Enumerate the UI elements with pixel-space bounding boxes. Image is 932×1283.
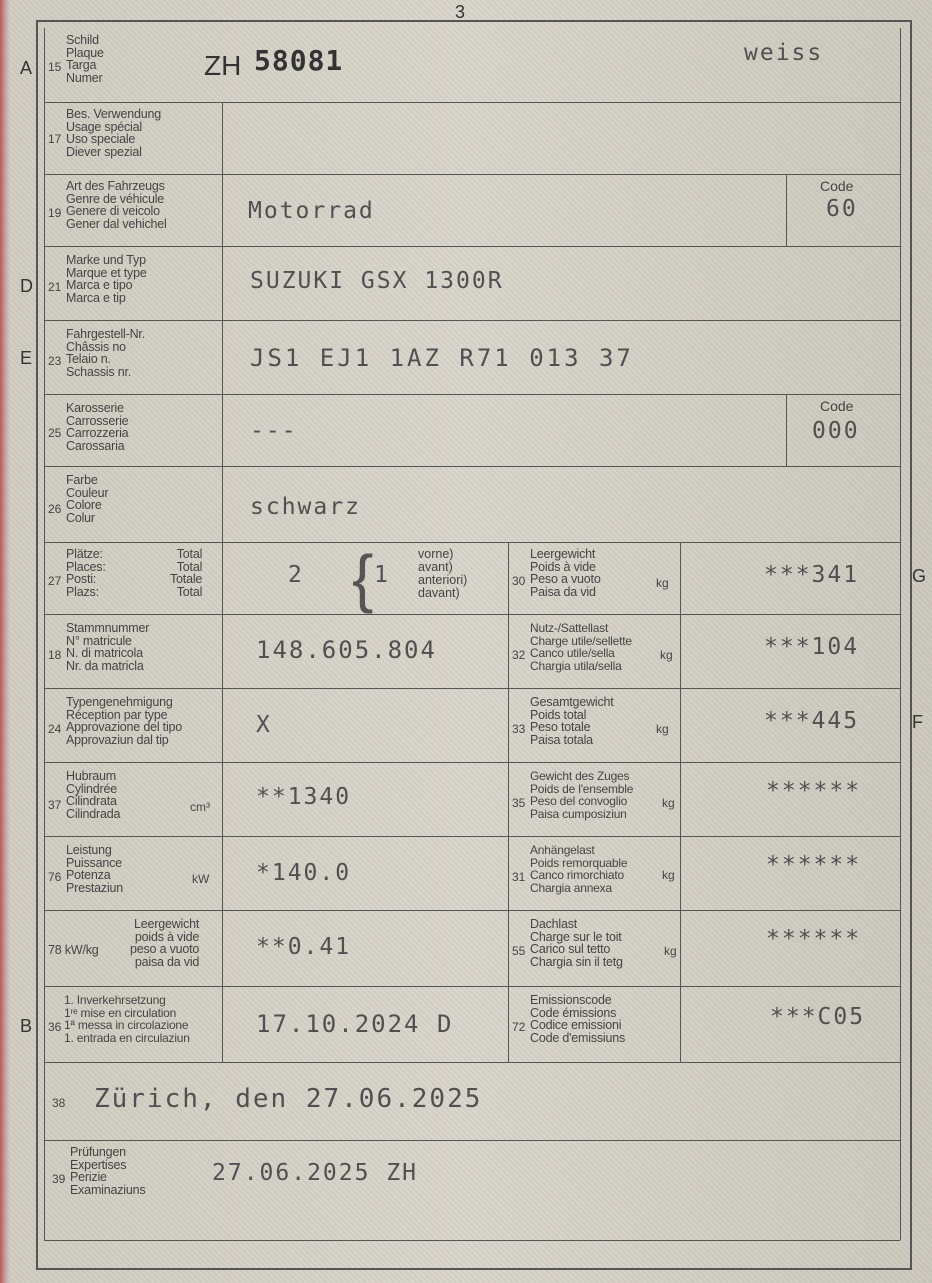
row76-number: 76	[48, 870, 62, 884]
row76-unit: kW	[192, 872, 210, 886]
seats-total: 2	[288, 562, 304, 588]
row19-number: 19	[48, 206, 62, 220]
row37-label: Hubraum Cylindrée Cilindrata Cilindrada	[66, 769, 121, 821]
row15-number: 15	[48, 60, 62, 74]
row26-number: 26	[48, 502, 62, 516]
seats-front: 1	[374, 562, 390, 588]
brace: {	[352, 542, 374, 614]
body-code: 000	[812, 418, 860, 444]
inspection: 27.06.2025 ZH	[212, 1160, 419, 1186]
page-edge	[0, 0, 10, 1283]
row36-label: 1. Inverkehrsetzung 1ʳᵉ mise en circulation 1ª messa in circolazione 1. entrada en circulaziun	[64, 993, 190, 1045]
total-weight: ***445	[764, 708, 860, 734]
roof-load: ******	[766, 926, 862, 952]
row39-label: Prüfungen Expertises Perizie Examinaziuns	[70, 1145, 146, 1197]
row37-unit: cm³	[190, 800, 210, 814]
row30-label: Leergewicht Poids à vide Peso a vuoto Paisa da vid	[530, 547, 601, 599]
row35-unit: kg	[662, 796, 675, 810]
row35-number: 35	[512, 796, 526, 810]
emission-code: ***C05	[770, 1004, 866, 1030]
row33-label: Gesamtgewicht Poids total Peso totale Paisa totala	[530, 695, 614, 747]
body-type: ---	[250, 418, 298, 444]
row17-label: Bes. Verwendung Usage spécial Uso speciale Diever spezial	[66, 107, 161, 159]
row18-label: Stammnummer N° matricule N. di matricola Nr. da matricla	[66, 621, 150, 673]
row32-unit: kg	[660, 648, 673, 662]
row37-number: 37	[48, 798, 62, 812]
row39-number: 39	[52, 1172, 66, 1186]
vehicle-kind-code: 60	[826, 196, 858, 222]
plate-canton: ZH	[204, 50, 242, 81]
row18-number: 18	[48, 648, 62, 662]
plate-color: weiss	[744, 40, 824, 66]
row19-label: Art des Fahrzeugs Genre de véhicule Genere di veicolo Gener dal vehichel	[66, 179, 167, 231]
row24-number: 24	[48, 722, 62, 736]
vehicle-kind: Motorrad	[248, 198, 375, 224]
first-registration: 17.10.2024 D	[256, 1010, 454, 1038]
side-letter-a: A	[20, 58, 33, 78]
type-approval: X	[256, 712, 272, 738]
power: *140.0	[256, 860, 352, 886]
row35-label: Gewicht des Zuges Poids de l'ensemble Peso del convoglio Paisa cumposiziun	[530, 769, 634, 821]
row55-unit: kg	[664, 944, 677, 958]
row33-unit: kg	[656, 722, 669, 736]
make-type: SUZUKI GSX 1300R	[250, 268, 504, 294]
train-weight: ******	[766, 778, 862, 804]
row78-prefix: 78 kW/kg	[48, 943, 99, 957]
row78-label: Leergewicht poids à vide peso a vuoto paisa da vid	[130, 917, 200, 969]
row32-number: 32	[512, 648, 526, 662]
front-labels: vorne) avant) anteriori) davant)	[418, 547, 468, 600]
row25-code-label: Code	[820, 398, 854, 414]
empty-weight: ***341	[764, 562, 860, 588]
row38-number: 38	[52, 1096, 66, 1110]
row30-unit: kg	[656, 576, 669, 590]
issue-place-date: Zürich, den 27.06.2025	[94, 1084, 483, 1114]
chassis-number: JS1 EJ1 1AZ R71 013 37	[250, 344, 634, 372]
row72-label: Emissionscode Code émissions Codice emissioni Code d'emissiuns	[530, 993, 626, 1045]
vehicle-color: schwarz	[250, 494, 361, 520]
trailer-load: ******	[766, 852, 862, 878]
displacement: **1340	[256, 784, 352, 810]
row24-label: Typengenehmigung Réception par type Approvazione del tipo Approvaziun dal tip	[66, 695, 183, 747]
row55-label: Dachlast Charge sur le toit Carico sul tetto Chargia sin il tetg	[530, 917, 623, 969]
side-letter-e: E	[20, 348, 33, 368]
row23-number: 23	[48, 354, 62, 368]
row27-label: Plätze: Places: Posti: Plazs:	[66, 547, 106, 599]
side-letter-d: D	[20, 276, 33, 296]
row76-label: Leistung Puissance Potenza Prestaziun	[66, 843, 124, 895]
row23-label: Fahrgestell-Nr. Châssis no Telaio n. Schassis nr.	[66, 327, 145, 379]
side-letter-b: B	[20, 1016, 33, 1036]
power-to-weight: **0.41	[256, 934, 352, 960]
row25-number: 25	[48, 426, 62, 440]
row15-label: Schild Plaque Targa Numer	[66, 33, 104, 85]
row27-totals: Total Total Totale Total	[170, 547, 203, 599]
row31-number: 31	[512, 870, 526, 884]
row36-number: 36	[48, 1020, 62, 1034]
row32-label: Nutz-/Sattellast Charge utile/sellette Canco utile/sella Chargia utila/sella	[530, 621, 632, 673]
side-letter-g: G	[912, 566, 927, 586]
row31-label: Anhängelast Poids remorquable Canco rimorchiato Chargia annexa	[530, 843, 628, 895]
row19-code-label: Code	[820, 178, 854, 194]
row25-label: Karosserie Carrosserie Carrozzeria Carossaria	[66, 401, 129, 453]
row17-number: 17	[48, 132, 62, 146]
row33-number: 33	[512, 722, 526, 736]
row21-label: Marke und Typ Marque et type Marca e tipo Marca e tip	[66, 253, 147, 305]
side-letter-f: F	[912, 712, 923, 732]
row26-label: Farbe Couleur Colore Colur	[66, 473, 109, 525]
master-number: 148.605.804	[256, 636, 437, 664]
row78-number: 78	[48, 943, 62, 957]
page-number: 3	[455, 2, 466, 22]
payload: ***104	[764, 634, 860, 660]
plate-number: 58081	[254, 44, 344, 77]
row31-unit: kg	[662, 868, 675, 882]
row21-number: 21	[48, 280, 62, 294]
row30-number: 30	[512, 574, 526, 588]
row55-number: 55	[512, 944, 526, 958]
row27-number: 27	[48, 574, 62, 588]
row72-number: 72	[512, 1020, 526, 1034]
